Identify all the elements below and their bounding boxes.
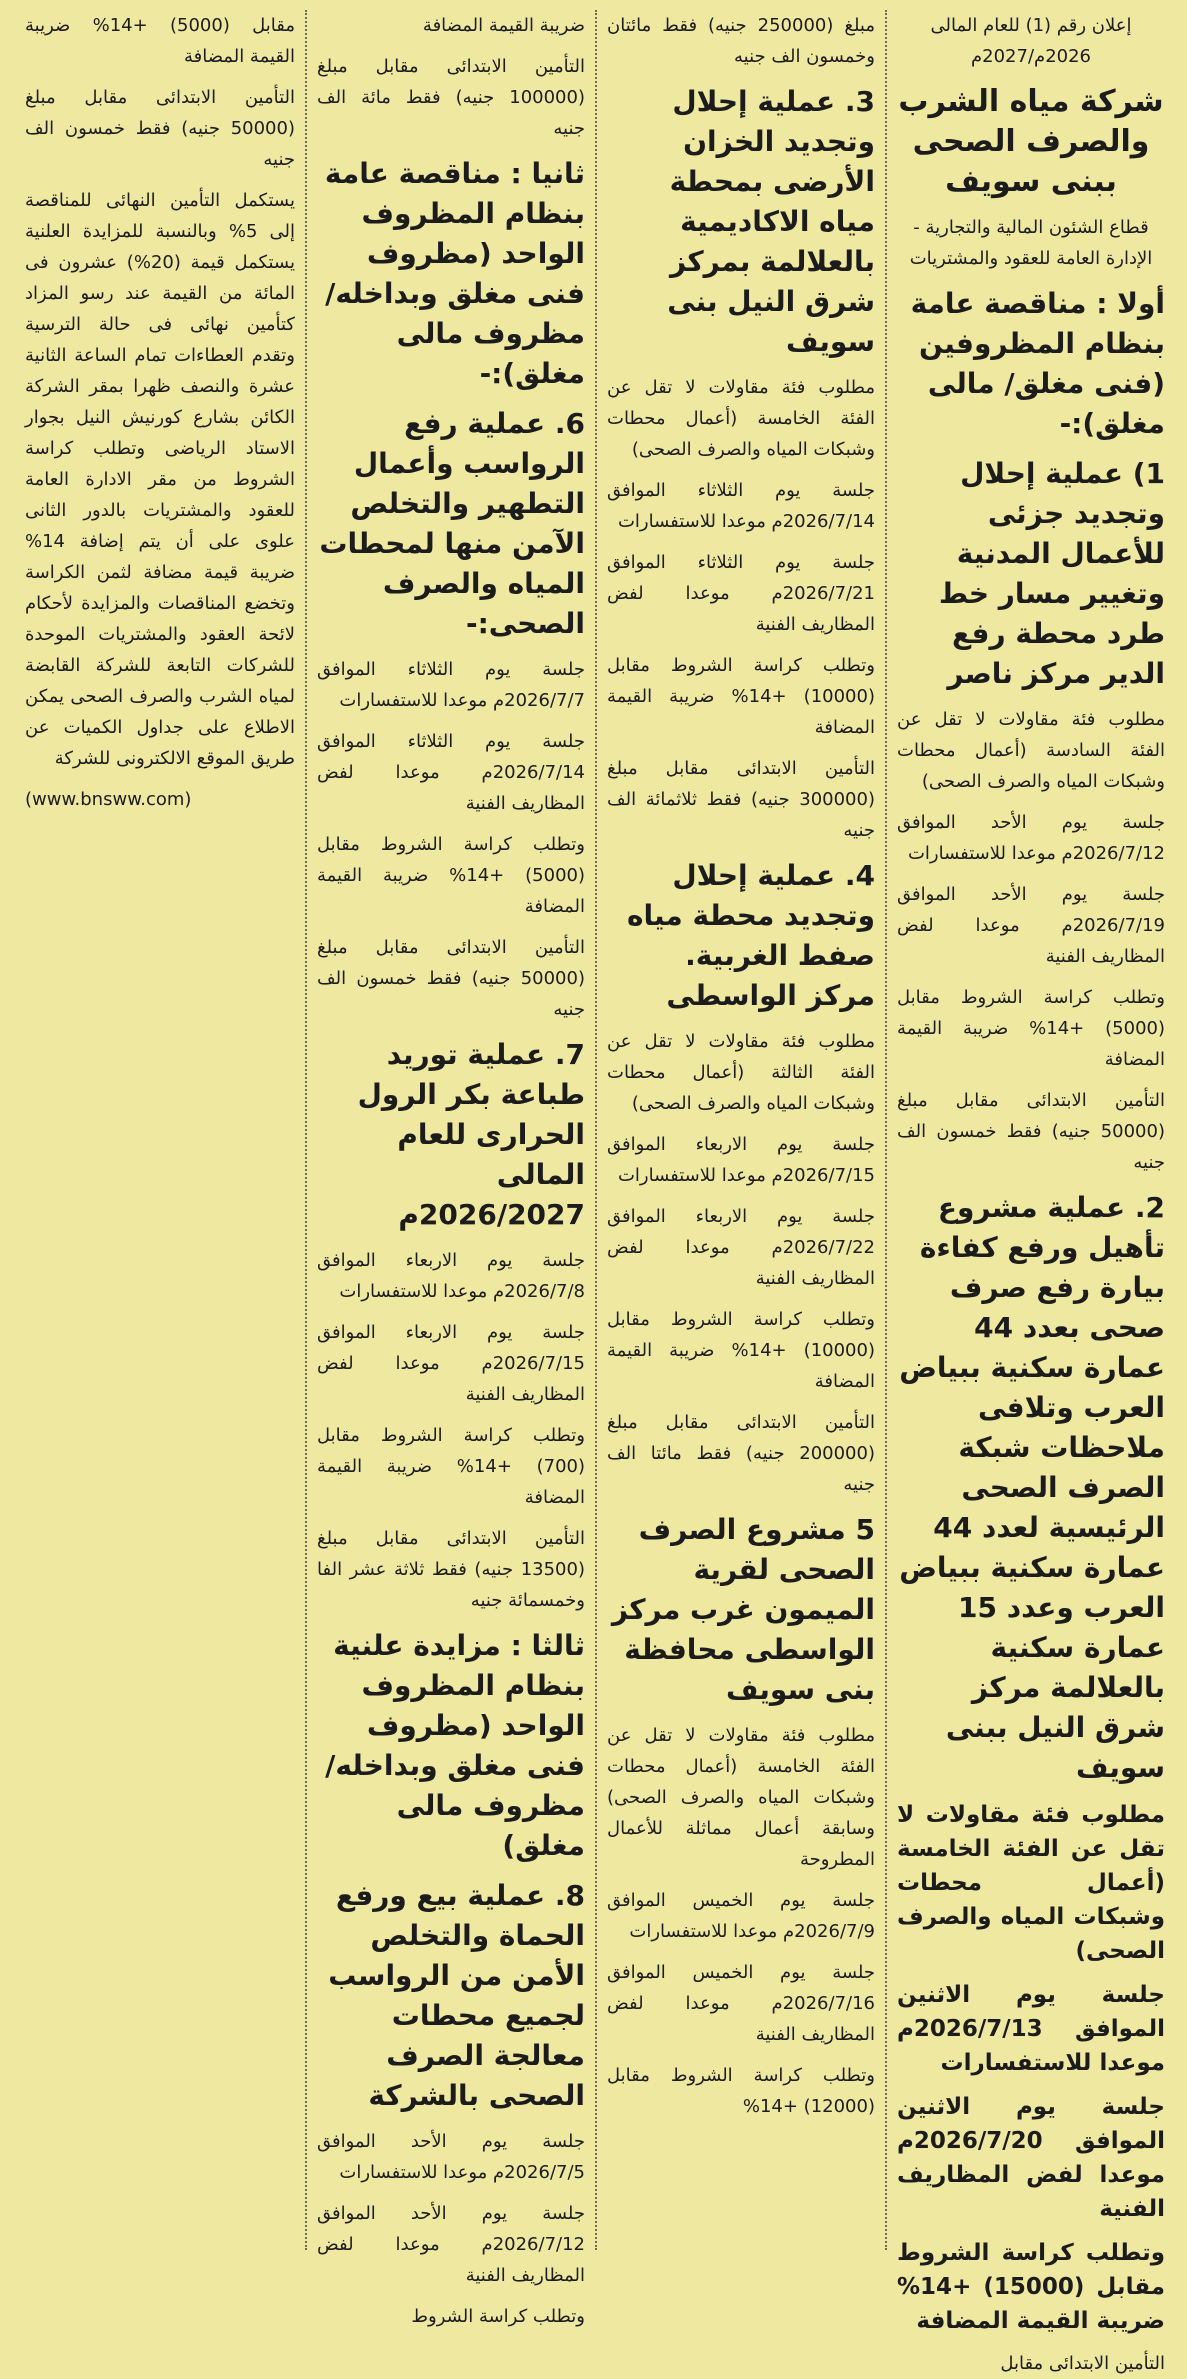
column-2-paragraph: جلسة يوم الخميس الموافق 2026/7/16م موعدا لفض المظاريف الفنية: [607, 1962, 875, 2045]
column-3-paragraph: وتطلب كراسة الشروط مقابل (5000) +14% ضريبة القيمة المضافة: [317, 834, 586, 917]
column-3-paragraph: ثانيا : مناقصة عامة بنظام المظروف الواحد (مظروف فنى مغلق وبداخله/ مظروف مالى مغلق):-: [324, 157, 585, 390]
column-1-paragraph: التأمين الابتدائى مقابل: [1000, 2353, 1165, 2374]
column-1-paragraph: 1) عملية إحلال وتجديد جزئى للأعمال المدنية وتغيير مسار خط طرد محطة رفع الدير مركز ناصر: [938, 457, 1165, 690]
column-4-paragraph: مقابل (5000) +14% ضريبة القيمة المضافة: [25, 15, 295, 67]
column-1: [885, 10, 1175, 2374]
column-1-paragraph: جلسة يوم الأحد الموافق 2026/7/12م موعدا للاستفسارات: [897, 812, 1165, 864]
column-2-paragraph: التأمين الابتدائى مقابل مبلغ (300000 جنيه) فقط ثلاثمائة الف جنيه: [607, 758, 875, 841]
column-1-paragraph: جلسة يوم الأحد الموافق 2026/7/19م موعدا لفض المظاريف الفنية: [897, 884, 1165, 967]
column-1-paragraph: قطاع الشئون المالية والتجارية - الإدارة العامة للعقود والمشتريات: [909, 217, 1153, 269]
column-2: [595, 10, 885, 2250]
column-2-paragraph: مبلغ (250000 جنيه) فقط مائتان وخمسون الف جنيه: [607, 15, 875, 67]
column-3: [305, 10, 595, 2327]
column-1-paragraph: 2. عملية مشروع تأهيل ورفع كفاءة بيارة رفع صرف صحى بعدد 44 عمارة سكنية ببياض العرب وتلافى ملاحظات شبكة الصرف الصحى الرئيسية لعدد 44 عمارة سكنية ببياض العرب وعدد 15 عمارة سكنية بالعلالمة مركز شرق النيل ببنى سويف: [899, 1191, 1165, 1784]
column-2-paragraph: جلسة يوم الخميس الموافق 2026/7/9م موعدا للاستفسارات: [607, 1890, 875, 1942]
column-2-paragraph: جلسة يوم الاربعاء الموافق 2026/7/15م موعدا للاستفسارات: [607, 1134, 875, 1186]
column-1-paragraph: جلسة يوم الاثنين الموافق 2026/7/13م موعدا للاستفسارات: [897, 1982, 1165, 2076]
column-2-paragraph: وتطلب كراسة الشروط مقابل (10000) +14% ضريبة القيمة المضافة: [607, 1309, 875, 1392]
column-1-paragraph: إعلان رقم (1) للعام المالى 2026م/2027م: [930, 15, 1132, 67]
column-1-paragraph: وتطلب كراسة الشروط مقابل (15000) +14% ضريبة القيمة المضافة: [897, 2240, 1165, 2334]
column-2-paragraph: 3. عملية إحلال وتجديد الخزان الأرضى بمحطة مياه الاكاديمية بالعلالمة بمركز شرق النيل بنى سويف: [667, 85, 875, 358]
column-2-paragraph: مطلوب فئة مقاولات لا تقل عن الفئة الخامسة (أعمال محطات وشبكات المياه والصرف الصحى): [607, 377, 875, 460]
column-3-paragraph: ثالثا : مزايدة علنية بنظام المظروف الواحد (مظروف فنى مغلق وبداخله/ مظروف مالى مغلق): [325, 1629, 585, 1862]
column-2-paragraph: جلسة يوم الثلاثاء الموافق 2026/7/21م موعدا لفض المظاريف الفنية: [607, 552, 875, 635]
column-3-paragraph: جلسة يوم الاربعاء الموافق 2026/7/15م موعدا لفض المظاريف الفنية: [317, 1322, 585, 1405]
column-3-paragraph: جلسة يوم الثلاثاء الموافق 2026/7/14م موعدا لفض المظاريف الفنية: [317, 731, 585, 814]
column-4-paragraph: التأمين الابتدائى مقابل مبلغ (50000 جنيه) فقط خمسون الف جنيه: [25, 87, 295, 170]
column-4-paragraph: (www.bnsww.com): [25, 789, 192, 810]
column-2-paragraph: وتطلب كراسة الشروط مقابل (10000) +14% ضريبة القيمة المضافة: [607, 655, 875, 738]
column-2-paragraph: وتطلب كراسة الشروط مقابل (12000) +14%: [607, 2065, 875, 2117]
column-2-paragraph: 5 مشروع الصرف الصحى لقرية الميمون غرب مركز الواسطى محافظة بنى سويف: [611, 1513, 875, 1706]
column-2-paragraph: جلسة يوم الاربعاء الموافق 2026/7/22م موعدا لفض المظاريف الفنية: [607, 1206, 875, 1289]
column-1-paragraph: مطلوب فئة مقاولات لا تقل عن الفئة السادسة (أعمال محطات وشبكات المياه والصرف الصحى): [897, 709, 1165, 792]
column-3-paragraph: التأمين الابتدائى مقابل مبلغ (100000 جنيه) فقط مائة الف جنيه: [317, 56, 585, 139]
column-1-paragraph: التأمين الابتدائى مقابل مبلغ (50000 جنيه) فقط خمسون الف جنيه: [897, 1090, 1165, 1173]
column-3-paragraph: 8. عملية بيع ورفع الحماة والتخلص الأمن من الرواسب لجميع محطات معالجة الصرف الصحى بالشركة: [328, 1879, 585, 2112]
column-2-paragraph: مطلوب فئة مقاولات لا تقل عن الفئة الثالثة (أعمال محطات وشبكات المياه والصرف الصحى): [607, 1031, 875, 1114]
column-3-paragraph: التأمين الابتدائى مقابل مبلغ (50000 جنيه) فقط خمسون الف جنيه: [317, 937, 585, 1020]
column-3-paragraph: ضريبة القيمة المضافة: [422, 15, 585, 36]
column-3-paragraph: التأمين الابتدائى مقابل مبلغ (13500 جنيه) فقط ثلاثة عشر الفا وخمسمائة جنيه: [317, 1528, 585, 1611]
column-1-paragraph: وتطلب كراسة الشروط مقابل (5000) +14% ضريبة القيمة المضافة: [897, 987, 1166, 1070]
column-4: [15, 10, 305, 2250]
column-3-paragraph: 6. عملية رفع الرواسب وأعمال التطهير والتخلص الآمن منها لمحطات المياه والصرف الصحى:-: [319, 407, 585, 640]
column-2-paragraph: جلسة يوم الثلاثاء الموافق 2026/7/14م موعدا للاستفسارات: [607, 480, 875, 532]
column-3-paragraph: جلسة يوم الأحد الموافق 2026/7/5م موعدا للاستفسارات: [317, 2131, 585, 2183]
column-1-paragraph: أولا : مناقصة عامة بنظام المظروفين (فنى مغلق/ مالى مغلق):-: [910, 287, 1165, 440]
column-2-paragraph: 4. عملية إحلال وتجديد محطة مياه صفط الغربية. مركز الواسطى: [626, 859, 875, 1012]
column-1-paragraph: مطلوب فئة مقاولات لا تقل عن الفئة الخامسة (أعمال محطات وشبكات المياه والصرف الصحى): [897, 1802, 1165, 1964]
column-2-paragraph: التأمين الابتدائى مقابل مبلغ (200000 جنيه) فقط مائتا الف جنيه: [607, 1412, 875, 1495]
column-3-paragraph: جلسة يوم الأحد الموافق 2026/7/12م موعدا لفض المظاريف الفنية: [317, 2203, 585, 2286]
column-2-paragraph: مطلوب فئة مقاولات لا تقل عن الفئة الخامسة (أعمال محطات وشبكات المياه والصرف الصحى) وسابقة أعمال مماثلة للأعمال المطروحة: [607, 1725, 875, 1870]
column-1-paragraph: جلسة يوم الاثنين الموافق 2026/7/20م موعدا لفض المظاريف الفنية: [897, 2094, 1165, 2222]
column-3-paragraph: جلسة يوم الثلاثاء الموافق 2026/7/7م موعدا للاستفسارات: [317, 659, 585, 711]
column-1-paragraph: شركة مياه الشرب والصرف الصحى ببنى سويف: [898, 84, 1164, 199]
column-4-paragraph: يستكمل التأمين النهائى للمناقصة إلى 5% وبالنسبة للمزايدة العلنية يستكمل قيمة (20%) عشرون فى المائة من القيمة عند رسو المزاد كتأمين نهائى فى حالة الترسية وتقدم العطاءات تمام الساعة الثانية عشرة والنصف ظهرا بمقر الشركة الكائن بشارع كورنيش النيل بجوار الاستاد الرياضى وتطلب كراسة الشروط من مقر الادارة العامة للعقود والمشتريات بالدور الثانى علوى على أن يتم إضافة 14% ضريبة قيمة مضافة لثمن الكراسة وتخضع المناقصات والمزايدة لأحكام لائحة العقود والمشتريات الموحدة للشركات التابعة للشركة القابضة لمياه الشرب والصرف الصحى يمكن الاطلاع على جداول الكميات عن طريق الموقع الالكترونى للشركة: [25, 190, 295, 769]
column-3-paragraph: 7. عملية توريد طباعة بكر الرول الحرارى للعام المالى 2026/2027م: [357, 1038, 585, 1231]
column-3-paragraph: وتطلب كراسة الشروط: [411, 2306, 585, 2327]
column-3-paragraph: وتطلب كراسة الشروط مقابل (700) +14% ضريبة القيمة المضافة: [317, 1425, 586, 1508]
column-3-paragraph: جلسة يوم الاربعاء الموافق 2026/7/8م موعدا للاستفسارات: [317, 1250, 585, 1302]
